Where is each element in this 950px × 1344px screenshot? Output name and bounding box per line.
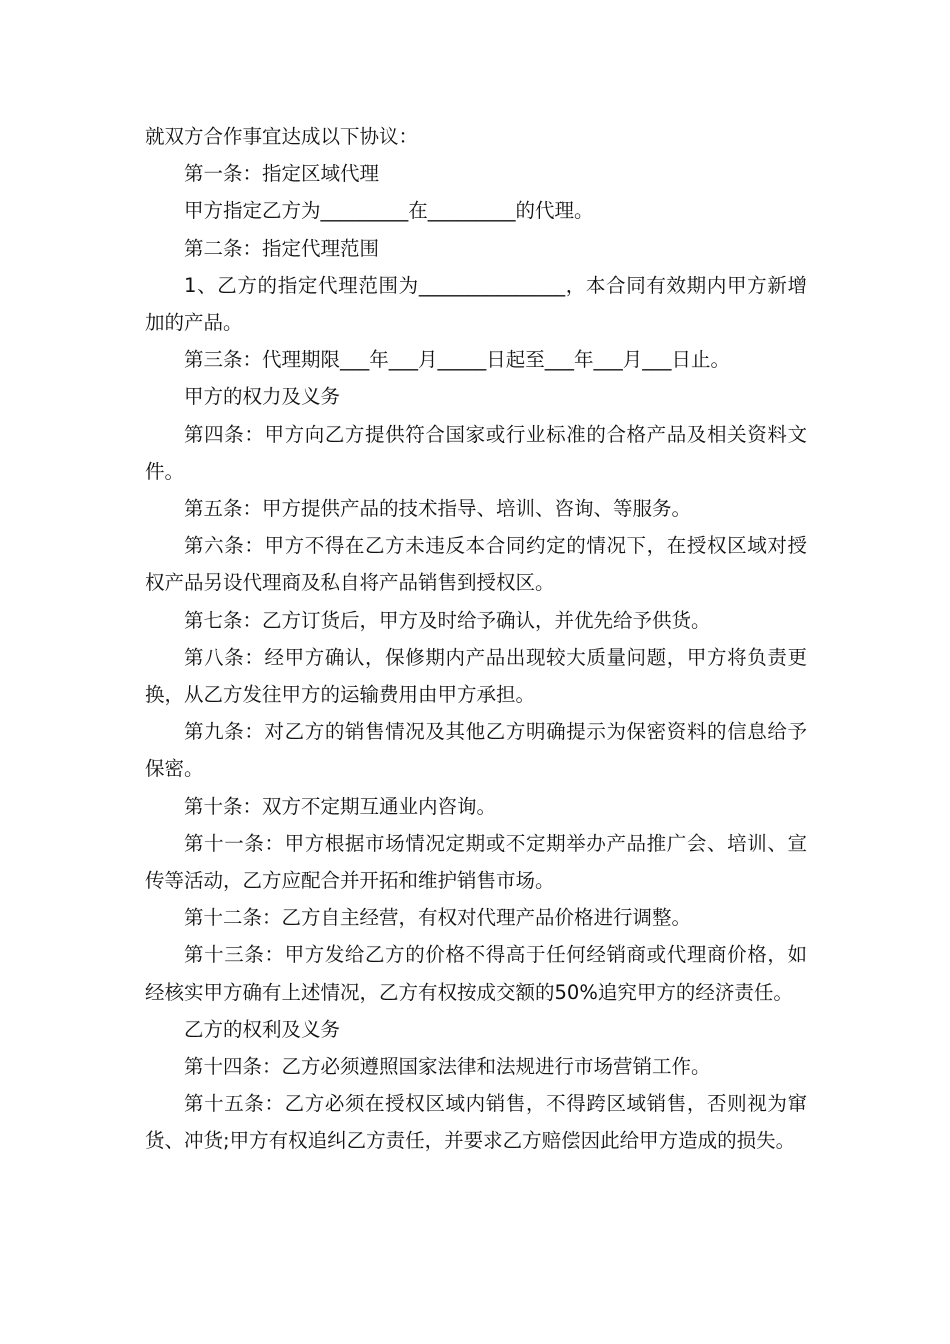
section-heading: 甲方的权力及义务	[184, 385, 341, 409]
paragraph: 第十三条：甲方发给乙方的价格不得高于任何经销商或代理商价格，如经核实甲方确有上述情况，乙方有权按成交额的50%追究甲方的经济责任。	[145, 943, 807, 1004]
paragraph: 1、乙方的指定代理范围为_______________，本合同有效期内甲方新增加的产品。	[145, 273, 807, 335]
paragraph: 第六条：甲方不得在乙方未违反本合同约定的情况下，在授权区域对授权产品另设代理商及私自将产品销售到授权区。	[145, 534, 807, 595]
paragraph: 第四条：甲方向乙方提供符合国家或行业标准的合格产品及相关资料文件。	[145, 422, 807, 483]
paragraph: 就双方合作事宜达成以下协议：	[145, 125, 419, 148]
paragraph: 第二条：指定代理范围	[184, 236, 380, 260]
paragraph: 第十二条：乙方自主经营，有权对代理产品价格进行调整。	[184, 906, 692, 930]
paragraph: 第十四条：乙方必须遵照国家法律和法规进行市场营销工作。	[184, 1055, 711, 1079]
document-body	[145, 118, 807, 1160]
paragraph: 第一条：指定区域代理	[184, 162, 380, 186]
paragraph: 第十五条：乙方必须在授权区域内销售，不得跨区域销售，否则视为窜货、冲货;甲方有权追纠乙方责任，并要求乙方赔偿因此给甲方造成的损失。	[145, 1092, 807, 1153]
paragraph: 第七条：乙方订货后，甲方及时给予确认，并优先给予供货。	[184, 608, 711, 632]
paragraph: 甲方指定乙方为_________在_________的代理。	[184, 199, 594, 223]
paragraph: 第三条：代理期限___年___月_____日起至___年___月___日止。	[184, 348, 731, 372]
section-heading: 乙方的权利及义务	[184, 1017, 341, 1041]
paragraph: 第五条：甲方提供产品的技术指导、培训、咨询、等服务。	[184, 497, 692, 521]
paragraph: 第十一条：甲方根据市场情况定期或不定期举办产品推广会、培训、宣传等活动，乙方应配合并开拓和维护销售市场。	[145, 831, 807, 893]
paragraph: 第九条：对乙方的销售情况及其他乙方明确提示为保密资料的信息给予保密。	[145, 720, 807, 781]
paragraph: 第八条：经甲方确认，保修期内产品出现较大质量问题，甲方将负责更换，从乙方发往甲方的运输费用由甲方承担。	[145, 645, 807, 707]
paragraph: 第十条：双方不定期互通业内咨询。	[184, 794, 497, 818]
